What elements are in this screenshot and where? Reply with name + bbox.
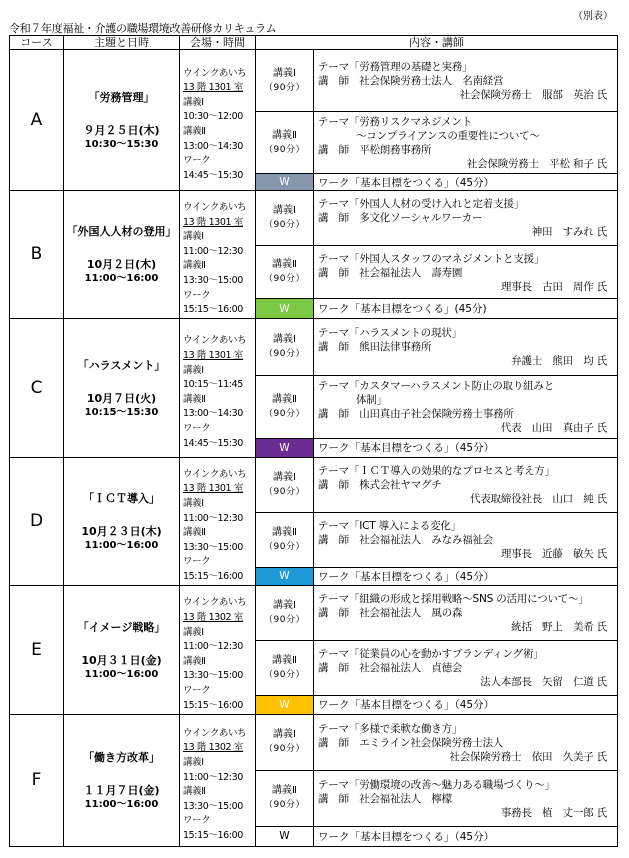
- venue-schedule-line: ワーク: [183, 556, 211, 568]
- lecture-content: [314, 457, 618, 512]
- course-row-a: [10, 50, 618, 112]
- lecture-duration: （90分）: [264, 408, 305, 419]
- venue-schedule-line: 講義Ⅱ: [183, 527, 206, 539]
- venue-room: 13 階 1302 室: [183, 611, 243, 623]
- lecture-content: [314, 375, 618, 438]
- lecture-label: 講義Ⅰ: [273, 333, 296, 345]
- lecture-text-line: 講 師 株式会社ヤマグチ: [318, 479, 442, 492]
- course-row-e: [10, 585, 618, 640]
- lecture-label-cell: [256, 112, 314, 174]
- lecturer-name: 理事長 古田 周作 氏: [500, 280, 607, 293]
- work-description: ワーク「基本目標をつくる」（45分）: [314, 826, 618, 846]
- lecture-duration: （90分）: [264, 541, 305, 552]
- lecture-content: [314, 50, 618, 112]
- lecture-text-line: 講 師 社会福祉法人 風の森: [318, 607, 463, 620]
- lecture-label-cell: [256, 50, 314, 112]
- lecture-text-line: テーマ「労務管理の基礎と実務」: [318, 61, 473, 73]
- header-theme: 主題と日時: [64, 36, 180, 50]
- venue-schedule-line: 講義Ⅰ: [183, 96, 204, 108]
- work-description: ワーク「基本目標をつくる」（45分）: [314, 567, 618, 585]
- lecturer-name: 社会保険労務士 服部 英治 氏: [459, 89, 607, 101]
- lecture-label-cell: [256, 714, 314, 770]
- header-course: コース: [10, 36, 64, 50]
- course-time: 10:30～15:30: [84, 139, 159, 150]
- lecture-text-line: 講 師 多文化ソーシャルワーカー: [318, 212, 483, 225]
- venue-cell: [180, 714, 256, 846]
- lecture-content: [314, 585, 618, 640]
- lecture-text-line: 講 師 熊田法律事務所: [318, 341, 432, 354]
- lecture-duration: （90分）: [264, 348, 305, 359]
- lecture-text-line: 講 師 平松朗務事務所: [318, 144, 432, 156]
- course-time: 11:00～16:00: [84, 668, 159, 680]
- venue-schedule-line: 15:15～16:00: [183, 304, 243, 316]
- work-description: ワーク「基本目標をつくる」（45分）: [314, 695, 618, 714]
- venue-schedule-line: 11:00～12:30: [183, 245, 243, 257]
- lecture-label-cell: [256, 318, 314, 375]
- lecture-content: [314, 112, 618, 174]
- venue-name: ウインクあいち: [183, 67, 247, 79]
- lecturer-name: 理事長 近藤 敏矢 氏: [500, 548, 607, 561]
- lecture-label: 講義Ⅰ: [273, 729, 296, 741]
- venue-schedule-line: 13:30～15:00: [183, 274, 243, 286]
- course-theme: 「ＩＣＴ導入」: [83, 492, 160, 506]
- venue-name: ウインクあいち: [183, 335, 247, 347]
- course-theme: 「イメージ戦略」: [77, 620, 166, 634]
- course-row-b: [10, 191, 618, 246]
- course-code: C: [10, 318, 64, 457]
- lecture-text-line: テーマ「外国人人材の受け入れと定着支援」: [318, 198, 524, 211]
- lecture-label: 講義Ⅰ: [273, 599, 296, 611]
- course-row-c: [10, 318, 618, 375]
- lecture-text-line: 講 師 社会福祉法人 檸檬: [318, 792, 452, 805]
- venue-schedule-line: 14:45～15:30: [183, 169, 243, 181]
- lecture-content: [314, 191, 618, 246]
- lecture-content: [314, 770, 618, 826]
- course-date: ９月２５日(木): [83, 124, 160, 137]
- course-date: 10月２３日(木): [81, 525, 162, 539]
- venue-schedule-line: 講義Ⅰ: [183, 757, 204, 769]
- lecture-label: 講義Ⅱ: [272, 785, 297, 797]
- lecture-text-line: テーマ「労働環境の改善～魅力ある職場づくり～」: [318, 778, 555, 791]
- lecturer-name: 社会保険労務士 依田 久美子 氏: [449, 750, 607, 763]
- venue-schedule-line: 講義Ⅱ: [183, 393, 206, 405]
- venue-room: 13 階 1301 室: [183, 216, 243, 228]
- venue-name: ウインクあいち: [183, 202, 247, 213]
- lecturer-name: 法人本部長 矢留 仁道 氏: [480, 676, 607, 689]
- lecturer-name: 社会保険労務士 平松 和子 氏: [466, 158, 607, 170]
- venue-schedule-line: 講義Ⅰ: [183, 364, 204, 376]
- lecture-subtitle: 体制」: [356, 394, 387, 407]
- course-time: 11:00～16:00: [84, 799, 159, 811]
- venue-cell: [180, 318, 256, 457]
- course-code: D: [10, 457, 64, 585]
- lecture-text-line: 講 師 社会福祉法人 貞徳会: [318, 662, 463, 675]
- venue-schedule-line: 13:00～14:30: [183, 408, 243, 420]
- venue-schedule-line: 13:00～14:30: [183, 140, 243, 152]
- lecture-text-line: テーマ「ハラスメントの現状」: [318, 327, 462, 340]
- venue-schedule-line: 14:45～15:30: [183, 437, 243, 449]
- venue-schedule-line: 13:30～15:00: [183, 541, 243, 553]
- lecture-text-line: テーマ「多様で柔軟な働き方」: [318, 722, 463, 735]
- lecture-text-line: 講 師 山田真由子社会保険労務士事務所: [318, 408, 514, 421]
- venue-schedule-line: ワーク: [183, 289, 211, 301]
- lecture-label: 講義Ⅱ: [272, 129, 297, 141]
- lecture-text-line: テーマ「カスタマーハラスメント防止の取り組みと: [318, 380, 555, 393]
- venue-schedule-line: ワーク: [183, 815, 211, 827]
- lecture-duration: （90分）: [264, 744, 305, 755]
- lecture-content: [314, 640, 618, 695]
- course-time: 10:15～15:30: [84, 406, 159, 418]
- venue-cell: [180, 50, 256, 191]
- work-badge: W: [256, 695, 314, 714]
- course-date: 10月３１日(金): [81, 653, 162, 667]
- venue-name: ウインクあいち: [183, 727, 247, 739]
- work-description: ワーク「基本目標をつくる」(45分): [314, 299, 618, 318]
- venue-cell: [180, 585, 256, 714]
- venue-schedule-line: 11:00～12:30: [183, 641, 243, 653]
- lecturer-name: 統括 野上 美希 氏: [511, 621, 607, 634]
- lecture-duration: （90分）: [264, 486, 305, 497]
- course-code: E: [10, 585, 64, 714]
- lecture-text-line: テーマ「労務リスクマネジメント: [318, 116, 472, 128]
- work-badge: W: [256, 299, 314, 318]
- curriculum-body: [10, 50, 618, 847]
- lecture-text-line: 講 師 社会福祉法人 壽寿園: [318, 266, 463, 279]
- work-description: ワーク「基本目標をつくる」（45分）: [314, 438, 618, 457]
- annex-note: （別表）: [573, 11, 613, 22]
- lecture-content: [314, 714, 618, 770]
- lecture-duration: （90分）: [264, 219, 305, 230]
- lecture-label-cell: [256, 375, 314, 438]
- venue-schedule-line: ワーク: [183, 422, 211, 434]
- venue-schedule-line: 13:30～15:00: [183, 800, 243, 812]
- venue-name: ウインクあいち: [183, 468, 247, 480]
- lecture-label: 講義Ⅰ: [273, 204, 296, 216]
- venue-schedule-line: 15:15～16:00: [183, 571, 243, 583]
- lecture-duration: （90分）: [264, 274, 305, 285]
- venue-name: ウインクあいち: [183, 597, 247, 609]
- lecturer-name: 代表 山田 真由子 氏: [500, 422, 607, 435]
- venue-room: 13 階 1302 室: [183, 742, 243, 754]
- venue-schedule-line: 講義Ⅱ: [183, 786, 206, 798]
- lecture-text-line: 講 師 エミライン社会保険労務士法人: [318, 736, 504, 749]
- course-row-f: [10, 714, 618, 770]
- work-badge: W: [256, 438, 314, 457]
- lecture-text-line: 講 師 社会保険労務士法人 名南経営: [318, 75, 504, 87]
- course-theme: 「働き方改革」: [83, 751, 160, 765]
- lecture-text-line: テーマ「外国人スタッフのマネジメントと支援」: [318, 252, 545, 265]
- lecture-text-line: テーマ「組織の形成と採用戦略～SNS の活用について～」: [318, 593, 589, 606]
- course-theme: 「ハラスメント」: [77, 358, 166, 372]
- venue-schedule-line: 10:15～11:45: [183, 379, 243, 391]
- lecture-duration: （90分）: [264, 669, 305, 680]
- header-content: 内容・講師: [256, 36, 618, 50]
- venue-cell: [180, 191, 256, 319]
- lecture-text-line: テーマ「ＩＣＴ導入の効果的なプロセスと考え方」: [318, 465, 555, 478]
- lecture-duration: （90分）: [264, 800, 305, 811]
- lecture-content: [314, 512, 618, 567]
- lecture-label-cell: [256, 245, 314, 299]
- venue-schedule-line: 講義Ⅱ: [183, 655, 206, 667]
- venue-schedule-line: 15:15～16:00: [183, 830, 243, 842]
- lecture-label-cell: [256, 770, 314, 826]
- venue-room: 13 階 1301 室: [183, 483, 243, 495]
- venue-schedule-line: 講義Ⅰ: [183, 626, 204, 638]
- venue-schedule-line: 講義Ⅰ: [183, 498, 204, 510]
- course-theme-cell: [64, 50, 180, 191]
- venue-cell: [180, 457, 256, 585]
- lecture-duration: （90分）: [264, 144, 305, 155]
- course-theme: 「労務管理」: [88, 91, 155, 104]
- course-date: １１月７日(金): [83, 784, 160, 798]
- venue-schedule-line: 10:30～12:00: [183, 111, 243, 123]
- course-date: 10月２日(木): [86, 258, 157, 272]
- curriculum-table: [9, 35, 618, 847]
- lecture-label-cell: [256, 191, 314, 246]
- course-date: 10月７日(火): [86, 391, 157, 405]
- venue-schedule-line: ワーク: [183, 684, 211, 696]
- lecturer-name: 弁護士 熊田 均 氏: [511, 355, 607, 368]
- venue-schedule-line: 講義Ⅱ: [183, 260, 206, 272]
- work-badge: W: [256, 567, 314, 585]
- lecture-label-cell: [256, 640, 314, 695]
- course-code: A: [10, 50, 64, 191]
- course-row-d: [10, 457, 618, 512]
- course-theme: 「外国人人材の登用」: [66, 225, 177, 239]
- venue-room: 13 階 1301 室: [183, 349, 243, 361]
- lecture-duration: （90分）: [264, 82, 305, 93]
- course-theme-cell: [64, 318, 180, 457]
- venue-schedule-line: 講義Ⅰ: [183, 231, 204, 243]
- course-code: F: [10, 714, 64, 846]
- venue-room: 13 階 1301 室: [183, 82, 243, 94]
- venue-schedule-line: 15:15～16:00: [183, 699, 243, 711]
- lecture-content: [314, 318, 618, 375]
- course-code: B: [10, 191, 64, 319]
- header-venue: 会場・時間: [180, 36, 256, 50]
- lecture-content: [314, 245, 618, 299]
- lecture-duration: （90分）: [264, 614, 305, 625]
- lecture-text-line: テーマ「ICT 導入による変化」: [318, 520, 461, 533]
- lecture-label-cell: [256, 457, 314, 512]
- work-badge: W: [256, 174, 314, 191]
- course-time: 11:00～16:00: [84, 273, 159, 285]
- lecture-label-cell: [256, 512, 314, 567]
- venue-schedule-line: 11:00～12:30: [183, 771, 243, 783]
- venue-schedule-line: ワーク: [183, 155, 211, 167]
- lecture-label: 講義Ⅱ: [272, 259, 297, 271]
- venue-schedule-line: 13:30～15:00: [183, 670, 243, 682]
- venue-schedule-line: 11:00～12:30: [183, 512, 243, 524]
- lecture-label: 講義Ⅱ: [272, 654, 297, 666]
- lecturer-name: 代表取締役社長 山口 純 氏: [469, 493, 607, 506]
- lecture-label: 講義Ⅰ: [273, 471, 296, 483]
- course-theme-cell: [64, 457, 180, 585]
- lecture-text-line: テーマ「従業員の心を動かすブランディング術」: [318, 648, 544, 661]
- venue-schedule-line: 講義Ⅱ: [183, 126, 206, 137]
- lecture-label: 講義Ⅱ: [272, 393, 297, 405]
- lecture-label: 講義Ⅰ: [273, 67, 296, 79]
- lecture-subtitle: ～コンプライアンスの重要性について～: [356, 130, 540, 142]
- document-title: 令和７年度福祉・介護の職場環境改善研修カリキュラム: [9, 22, 277, 35]
- lecture-label-cell: [256, 585, 314, 640]
- lecture-text-line: 講 師 社会福祉法人 みなみ福祉会: [318, 534, 494, 547]
- course-theme-cell: [64, 714, 180, 846]
- lecturer-name: 神田 すみれ 氏: [531, 226, 607, 239]
- course-time: 11:00～16:00: [84, 540, 159, 552]
- course-theme-cell: [64, 191, 180, 319]
- lecture-label: 講義Ⅱ: [272, 526, 297, 538]
- course-theme-cell: [64, 585, 180, 714]
- work-description: ワーク「基本目標をつくる」（45分）: [314, 174, 618, 191]
- header-row: [10, 36, 618, 50]
- lecturer-name: 事務長 植 丈一郎 氏: [500, 806, 607, 819]
- work-badge: W: [256, 826, 314, 846]
